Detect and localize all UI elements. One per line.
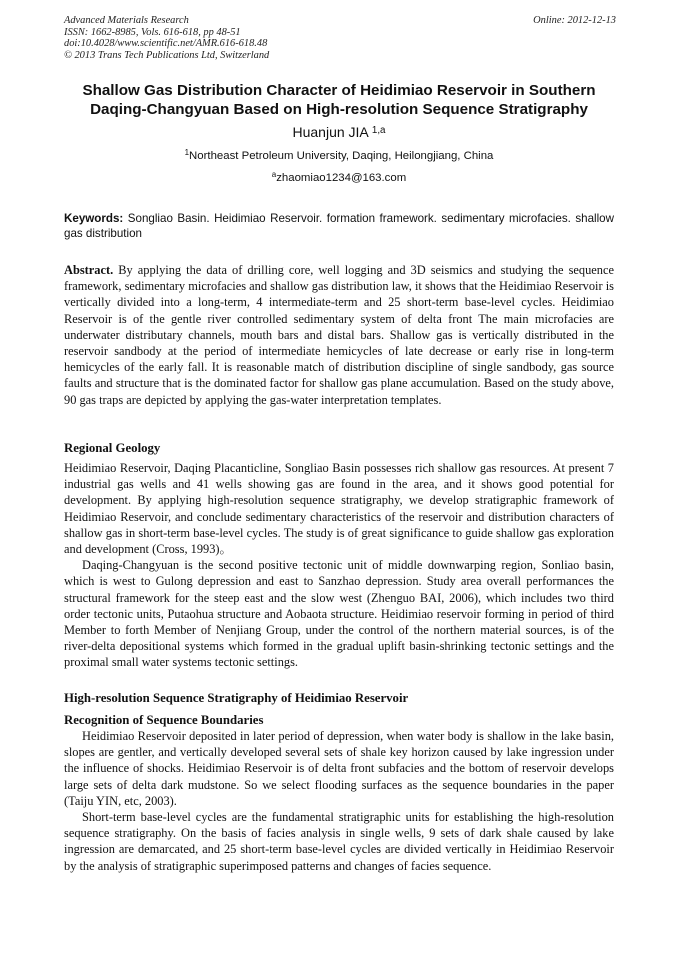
affiliation-superscript: 1 [184, 148, 190, 158]
regional-geology-heading: Regional Geology [64, 441, 161, 455]
abstract-text: By applying the data of drilling core, well logging and 3D seismics and studying the sequence framework, sedimentary microfacies and shallow gas distribution law, it shows that the Heidimiao Reservoir is vertically divided into a long-term, 4 intermediate-term and 25 short-term base-level cycles. Heidimiao Reservoir is of the gentle river controlled sedimentary system of delta front The main microfacies are underwater distributary channels, mouth bars and distal bars. Shallow gas is vertically distributed in the reservoir sandbody at the period of intermediate hemicycles of late decrease or early rise in long-term hemicycles of the early fall. It is reasonable match of distribution discipline of single sandbody, gas source faults and structure that is the dominated factor for shallow gas plane accumulation. Based on the study above, 90 gas traps are depicted by applying the gas-water interpretation templates. [64, 263, 614, 407]
email-text: zhaomiao1234@163.com [276, 172, 407, 184]
author-name: Huanjun JIA [292, 124, 368, 140]
keywords [64, 211, 614, 241]
abstract-label: Abstract. [64, 263, 114, 277]
sequence-paragraph-1: Heidimiao Reservoir deposited in later period of depression, when water body is shallow in the lake basin, slopes are gentler, and vertically developed several sets of shale key horizon caused by lake ingression under the influence of shocks. Heidimiao Reservoir is of delta front subfacies and the bottom of reservoir develops large sets of delta dark mudstone. So we select flooding surfaces as the sequence boundaries in the paper (Taiju YIN, etc, 2003). [64, 729, 614, 808]
author-superscript: 1,a [371, 124, 386, 136]
keywords-label: Keywords: [64, 212, 124, 225]
author-email [0, 171, 678, 185]
keywords-text: Songliao Basin. Heidimiao Reservoir. formation framework. sedimentary microfacies. shallow gas distribution [64, 212, 614, 241]
regional-paragraph-2: Daqing-Changyuan is the second positive tectonic unit of middle downwarping region, Sonliao basin, which is west to Gulong depression and east to Sanzhao depression. Study area overall performances the structural framework for the steep east and the slow west (Zhenguo BAI, 2006), which includes two third order tectonic units, Putaohua structure and Aobaota structure. Heidimiao reservoir forming in period of third Member to forth Member of Nenjiang Group, under the control of the northern material sources, is of the river-delta depositional systems which formed in the gradual uplift basin-shrinking tectonic settings and the proximal small water systems tectonic settings. [64, 558, 614, 670]
sequence-stratigraphy-heading: High-resolution Sequence Stratigraphy of Heidimiao Reservoir [64, 691, 409, 705]
title-line-2: Daqing-Changyuan Based on High-resolution Sequence Stratigraphy [90, 101, 588, 118]
affiliation [0, 149, 678, 163]
doi-line: doi:10.4028/www.scientific.net/AMR.616-618.48 [64, 38, 268, 50]
paper-title [40, 81, 638, 119]
affiliation-text: Northeast Petroleum University, Daqing, Heilongjiang, China [189, 150, 494, 162]
author [0, 124, 678, 141]
sequence-paragraph-2: Short-term base-level cycles are the fundamental stratigraphic units for establishing the high-resolution sequence stratigraphy. On the basis of facies analysis in single wells, 9 sets of dark shale caused by lake ingression are demarcated, and 25 short-term base-level cycles are divided vertically in Heidimiao Reservoir by the analysis of stratigraphic superimposed patterns and changes of facies sequence. [64, 810, 614, 873]
email-superscript: a [271, 170, 277, 180]
sequence-body [64, 728, 614, 874]
journal-name: Advanced Materials Research [64, 15, 189, 26]
title-line-1: Shallow Gas Distribution Character of Heidimiao Reservoir in Southern [82, 82, 596, 99]
journal-header [64, 15, 616, 61]
abstract [64, 262, 614, 408]
issn-line: ISSN: 1662-8985, Vols. 616-618, pp 48-51 [64, 26, 241, 38]
regional-paragraph-1: Heidimiao Reservoir, Daqing Placanticline, Songliao Basin possesses rich shallow gas resources. At present 7 industrial gas wells and 41 wells showing gas are found in the area, and it shows good potential for development. By applying high-resolution sequence stratigraphy, we develop stratigraphic framework of Heidimiao Reservoir, and conclude sedimentary characteristics of the reservoir and distribution characters of shallow gas in short-term base-level cycles. The study is of great significance to guide shallow gas exploration and development (Cross, 1993)。 [64, 461, 614, 557]
copyright-line: © 2013 Trans Tech Publications Ltd, Switzerland [64, 49, 270, 61]
online-date: Online: 2012-12-13 [533, 15, 616, 26]
sequence-boundaries-subheading: Recognition of Sequence Boundaries [64, 713, 264, 727]
regional-geology-body [64, 460, 614, 671]
